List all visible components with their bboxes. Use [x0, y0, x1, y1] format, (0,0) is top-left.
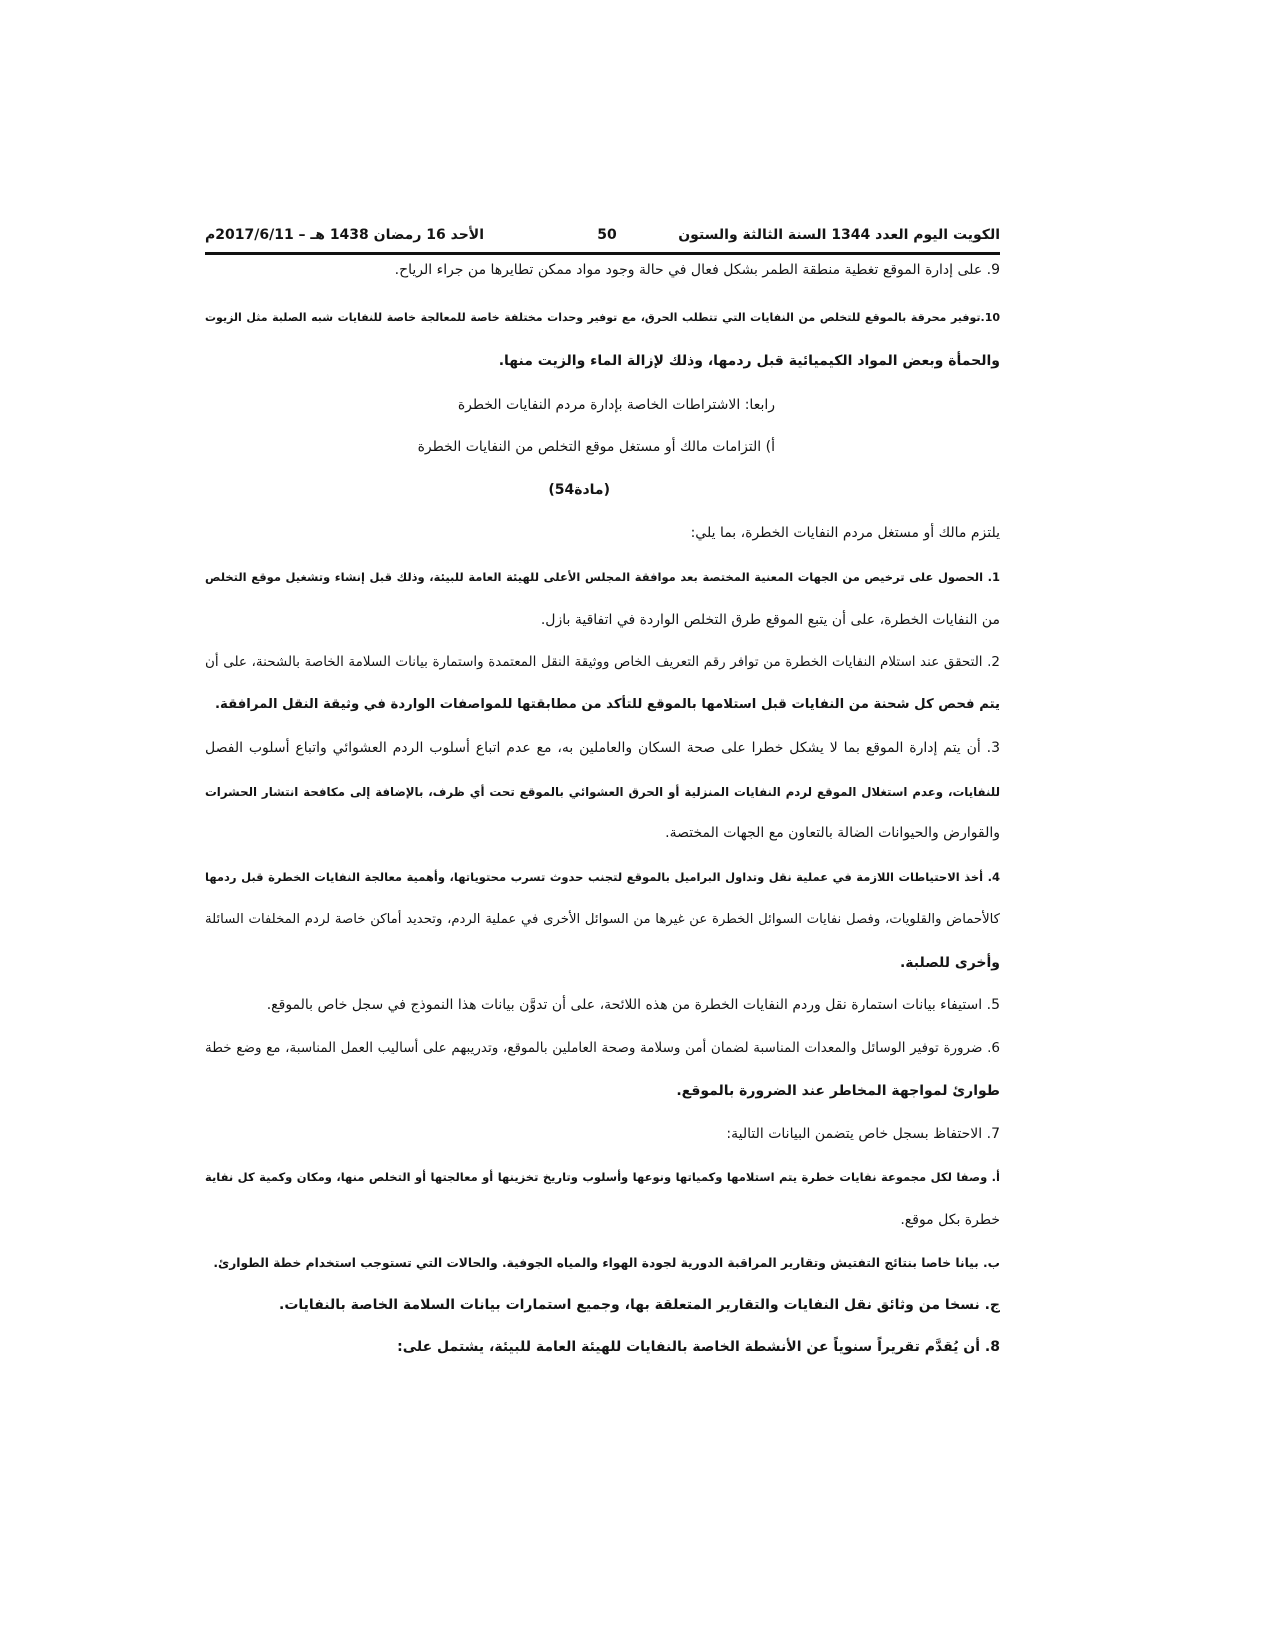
item-1-line-1: 1. الحصول على ترخيص من الجهات المعنية المختصة بعد موافقة المجلس الأعلى للهيئة العامة للبيئة، وذلك قبل إنشاء وتشغيل موقع التخلص [205, 570, 1000, 584]
item-6-line-1: 6. ضرورة توفير الوسائل والمعدات المناسبة لضمان أمن وسلامة وصحة العاملين بالموقع، وتدريبهم على أساليب العمل المناسبة، مع وضع خطة [205, 1040, 1000, 1056]
item-7c: ج. نسخا من وثائق نقل النفايات والتقارير المتعلقة بها، وجميع استمارات بيانات السلامة الخاصة بالنفايات. [279, 1297, 1000, 1313]
article-number: (مادة54) [548, 482, 610, 498]
item-7b: ب. بيانا خاصا بنتائج التفتيش وتقارير المراقبة الدورية لجودة الهواء والمياه الجوفية. والحالات التي تستوجب استخدام خطة الطوارئ. [213, 1256, 1000, 1270]
item-7: 7. الاحتفاظ بسجل خاص يتضمن البيانات التالية: [726, 1126, 1000, 1142]
item-9: 9. على إدارة الموقع تغطية منطقة الطمر بشكل فعال في حالة وجود مواد ممكن تطايرها من جراء الرياح. [394, 262, 1000, 278]
item-7a-line-1: أ. وصفا لكل مجموعة نفايات خطرة يتم استلامها وكمياتها ونوعها وأسلوب وتاريخ تخزينها أو معالجتها أو التخلص منها، ومكان وكمية كل نفاية [205, 1170, 1000, 1184]
page-number: 50 [597, 227, 617, 243]
item-3-line-3: والقوارض والحيوانات الضالة بالتعاون مع الجهات المختصة. [665, 825, 1000, 841]
section-heading: رابعا: الاشتراطات الخاصة بإدارة مردم النفايات الخطرة [457, 397, 775, 413]
item-4-line-3: وأخرى للصلبة. [899, 955, 1000, 971]
item-7a-line-2: خطرة بكل موقع. [900, 1212, 1000, 1228]
header-date: الأحد 16 رمضان 1438 هـ – 2017/6/11م [205, 227, 485, 243]
article-intro: يلتزم مالك أو مستغل مردم النفايات الخطرة، بما يلي: [690, 525, 1000, 541]
item-6-line-2: طوارئ لمواجهة المخاطر عند الضرورة بالموقع. [676, 1083, 1000, 1099]
item-10-line-1: 10.توفير محرقة بالموقع للتخلص من النفايات التي تتطلب الحرق، مع توفير وحدات مختلفة خاصة للمعالجة خاصة للنفايات شبه الصلبة مثل الزيوت [205, 311, 1000, 324]
item-1-line-2: من النفايات الخطرة، على أن يتبع الموقع طرق التخلص الواردة في اتفاقية بازل. [540, 612, 1000, 628]
item-2-line-2: يتم فحص كل شحنة من النفايات قبل استلامها بالموقع للتأكد من مطابقتها للمواصفات الواردة في وثيقة النقل المرافقة. [215, 697, 1000, 712]
item-3-line-2: للنفايات، وعدم استغلال الموقع لردم النفايات المنزلية أو الحرق العشوائي بالموقع تحت أي ظرف، بالإضافة إلى مكافحة انتشار الحشرات [205, 785, 1000, 799]
header-issue: الكويت اليوم العدد 1344 السنة الثالثة والستون [678, 227, 1000, 243]
subsection-heading: أ) التزامات مالك أو مستغل موقع التخلص من النفايات الخطرة [417, 439, 775, 455]
item-5: 5. استيفاء بيانات استمارة نقل وردم النفايات الخطرة من هذه اللائحة، على أن تدوَّن بيانات هذا النموذج في سجل خاص بالموقع. [266, 997, 1000, 1013]
item-10-line-2: والحمأة وبعض المواد الكيميائية قبل ردمها، وذلك لإزالة الماء والزيت منها. [498, 353, 1000, 369]
item-2-line-1: 2. التحقق عند استلام النفايات الخطرة من توافر رقم التعريف الخاص ووثيقة النقل المعتمدة واستمارة بيانات السلامة الخاصة بالشحنة، على أن [205, 654, 1000, 670]
item-8: 8. أن يُقدَّم تقريراً سنوياً عن الأنشطة الخاصة بالنفايات للهيئة العامة للبيئة، يشتمل على: [397, 1339, 1000, 1355]
item-3-line-1: 3. أن يتم إدارة الموقع بما لا يشكل خطرا على صحة السكان والعاملين به، مع عدم اتباع أسلوب الردم العشوائي واتباع أسلوب الفصل [205, 740, 1000, 756]
item-4-line-1: 4. أخذ الاحتياطات اللازمة في عملية نقل وتداول البراميل بالموقع لتجنب حدوث تسرب محتوياتها، وأهمية معالجة النفايات الخطرة قبل ردمها [205, 870, 1000, 884]
item-4-line-2: كالأحماض والقلويات، وفصل نفايات السوائل الخطرة عن غيرها من السوائل الأخرى في عملية الردم، وتحديد أماكن خاصة لردم المخلفات السائلة [205, 912, 1000, 927]
